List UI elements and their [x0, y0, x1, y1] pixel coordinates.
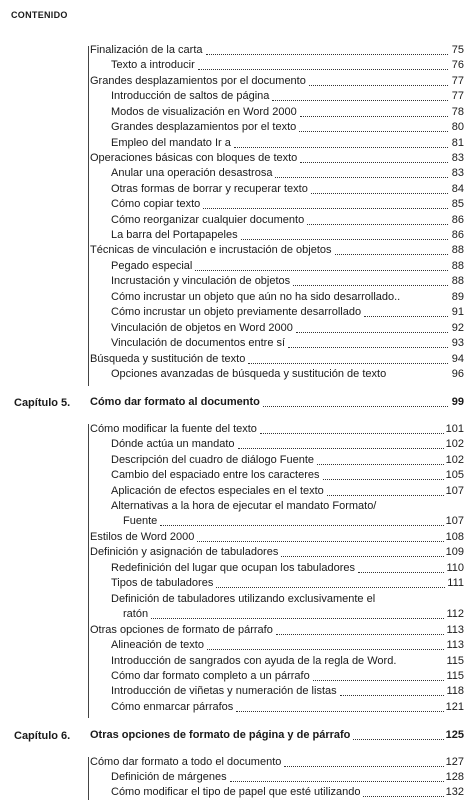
entry-title: Descripción del cuadro de diálogo Fuente	[111, 454, 315, 466]
toc-entry	[111, 137, 464, 150]
entry-title: Pegado especial	[111, 260, 193, 272]
toc-entry	[90, 244, 464, 257]
page-number: 88	[451, 275, 464, 287]
leader-dots	[197, 540, 443, 542]
toc-entry	[90, 423, 464, 436]
page-number: 127	[445, 756, 464, 768]
entry-title: Finalización de la carta	[90, 44, 203, 56]
leader-dots	[307, 223, 448, 225]
leader-dots	[284, 765, 443, 767]
toc-entry	[111, 214, 464, 227]
entry-title: Introducción de saltos de página	[111, 90, 270, 102]
toc-entry	[111, 593, 464, 606]
page-number: 92	[451, 322, 464, 334]
page-number: 80	[451, 121, 464, 133]
page-number: 113	[446, 624, 464, 636]
leader-dots	[296, 331, 448, 333]
page-number: 83	[451, 152, 464, 164]
page-number: 101	[445, 423, 464, 435]
toc-entry	[111, 291, 464, 304]
entry-title: Dónde actúa un mandato	[111, 438, 235, 450]
leader-dots	[263, 405, 448, 407]
entry-title: Cómo dar formato al documento	[90, 396, 260, 408]
entry-title: Cómo dar formato completo a un párrafo	[111, 670, 310, 682]
entry-title: Cómo modificar la fuente del texto	[90, 423, 257, 435]
page-number: 83	[451, 167, 464, 179]
entry-title: Otras formas de borrar y recuperar texto	[111, 183, 308, 195]
leader-dots	[207, 648, 445, 650]
toc-entry	[111, 577, 464, 590]
leader-dots	[300, 161, 448, 163]
toc-entry	[111, 469, 464, 482]
entry-title: Cómo reorganizar cualquier documento	[111, 214, 305, 226]
leader-dots	[403, 301, 448, 302]
page-number: 108	[445, 531, 464, 543]
leader-dots	[276, 633, 445, 635]
entry-title: Estilos de Word 2000	[90, 531, 195, 543]
page-number: 112	[446, 608, 464, 620]
leader-dots	[340, 694, 445, 696]
toc-entry	[111, 562, 464, 575]
leader-dots	[389, 378, 448, 379]
entry-title: Cómo enmarcar párrafos	[111, 701, 234, 713]
entry-title: Alineación de texto	[111, 639, 204, 651]
leader-dots	[241, 238, 448, 240]
vertical-rule	[88, 757, 89, 800]
page-number: 121	[445, 701, 464, 713]
entry-title: Empleo del mandato Ir a	[111, 137, 231, 149]
leader-dots	[288, 346, 448, 348]
page-number: 128	[445, 771, 464, 783]
page-number: 110	[446, 562, 464, 574]
page-number: 107	[445, 515, 464, 527]
leader-dots	[206, 53, 448, 55]
entry-title: Aplicación de efectos especiales en el texto	[111, 485, 324, 497]
leader-dots	[238, 447, 444, 449]
toc-entry	[90, 44, 464, 57]
page-number: 99	[451, 396, 464, 408]
leader-dots	[299, 130, 448, 132]
page-number: 84	[451, 183, 464, 195]
leader-dots	[160, 524, 443, 526]
running-header: CONTENIDO	[11, 10, 68, 20]
page-number: 88	[451, 260, 464, 272]
toc-entry	[111, 685, 464, 698]
toc-entry	[111, 121, 464, 134]
page-number: 102	[445, 438, 464, 450]
page-number: 85	[451, 198, 464, 210]
toc-entry	[111, 438, 464, 451]
entry-title: Definición de márgenes	[111, 771, 227, 783]
toc-entry	[90, 75, 464, 88]
leader-dots	[234, 146, 448, 148]
toc-entry	[111, 322, 464, 335]
page-number: 93	[451, 337, 464, 349]
page-number: 86	[451, 214, 464, 226]
toc-entry	[90, 531, 464, 544]
toc-entry	[90, 546, 464, 559]
toc-entry	[111, 198, 464, 211]
entry-title: Operaciones básicas con bloques de texto	[90, 152, 298, 164]
entry-title: Definición de tabuladores utilizando exclusivamente el	[111, 593, 376, 605]
leader-dots	[335, 253, 448, 255]
leader-dots	[216, 586, 445, 588]
leader-dots	[313, 679, 445, 681]
page-number: 94	[451, 353, 464, 365]
toc-entry-continuation	[123, 515, 464, 528]
chapter-label: Capítulo 5.	[14, 397, 71, 409]
chapter-label: Capítulo 6.	[14, 730, 71, 742]
toc-entry	[111, 786, 464, 799]
toc-entry	[111, 106, 464, 119]
leader-dots	[327, 494, 444, 496]
leader-dots	[275, 176, 448, 178]
entry-title-continuation: Fuente	[123, 515, 158, 527]
toc-entry	[111, 670, 464, 683]
entry-title: Cómo incrustar un objeto que aún no ha sido desarrollado..	[111, 291, 401, 303]
toc-entry	[111, 454, 464, 467]
page-number: 113	[446, 639, 464, 651]
entry-title: Vinculación de documentos entre sí	[111, 337, 286, 349]
entry-title: Modos de visualización en Word 2000	[111, 106, 297, 118]
toc-entry	[111, 229, 464, 242]
entry-title: Cambio del espaciado entre los caracteres	[111, 469, 320, 481]
toc-entry	[111, 167, 464, 180]
entry-title: Vinculación de objetos en Word 2000	[111, 322, 293, 334]
leader-dots	[358, 571, 444, 573]
toc-entry	[90, 624, 464, 637]
entry-title: La barra del Portapapeles	[111, 229, 238, 241]
entry-title: Alternativas a la hora de ejecutar el mandato Formato/	[111, 500, 377, 512]
entry-title: Tipos de tabuladores	[111, 577, 214, 589]
leader-dots	[363, 795, 443, 797]
chapter-heading	[90, 396, 464, 409]
toc-entry	[90, 353, 464, 366]
leader-dots	[236, 710, 443, 712]
leader-dots	[198, 68, 448, 70]
entry-title: Cómo dar formato a todo el documento	[90, 756, 282, 768]
entry-title: Otras opciones de formato de párrafo	[90, 624, 273, 636]
toc-entry	[111, 275, 464, 288]
page-number: 76	[451, 59, 464, 71]
toc-entry	[90, 756, 464, 769]
leader-dots	[293, 284, 448, 286]
entry-title: Cómo copiar texto	[111, 198, 201, 210]
toc-entry	[111, 500, 464, 513]
leader-dots	[281, 555, 443, 557]
page-number: 115	[446, 655, 464, 667]
toc-entry	[111, 183, 464, 196]
entry-title: Opciones avanzadas de búsqueda y sustitución de texto	[111, 368, 387, 380]
page-number: 88	[451, 244, 464, 256]
toc-entry	[111, 771, 464, 784]
chapter-heading	[90, 729, 464, 742]
leader-dots	[230, 780, 444, 782]
leader-dots	[364, 315, 448, 317]
page-number: 107	[445, 485, 464, 497]
toc-entry	[111, 701, 464, 714]
entry-title: Grandes desplazamientos por el texto	[111, 121, 297, 133]
page-number: 105	[445, 469, 464, 481]
leader-dots	[317, 463, 444, 465]
entry-title-continuation: ratón	[123, 608, 149, 620]
page-number: 75	[451, 44, 464, 56]
entry-title: Grandes desplazamientos por el documento	[90, 75, 306, 87]
page-number: 132	[445, 786, 464, 798]
toc-entry	[111, 59, 464, 72]
leader-dots	[203, 207, 448, 209]
leader-dots	[309, 84, 448, 86]
leader-dots	[195, 269, 448, 271]
page-number: 89	[451, 291, 464, 303]
toc-entry	[111, 368, 464, 381]
vertical-rule	[88, 46, 89, 386]
page-number: 81	[451, 137, 464, 149]
toc-entry	[111, 655, 464, 668]
page-number: 102	[445, 454, 464, 466]
entry-title: Cómo incrustar un objeto previamente desarrollado	[111, 306, 362, 318]
page-number: 86	[451, 229, 464, 241]
toc-entry	[111, 260, 464, 273]
toc-entry-continuation	[123, 608, 464, 621]
leader-dots	[260, 432, 444, 434]
page-number: 77	[451, 75, 464, 87]
toc-entry	[111, 485, 464, 498]
page-number: 78	[451, 106, 464, 118]
leader-dots	[399, 665, 444, 666]
toc-entry	[111, 337, 464, 350]
entry-title: Introducción de sangrados con ayuda de la regla de Word.	[111, 655, 397, 667]
entry-title: Incrustación y vinculación de objetos	[111, 275, 291, 287]
leader-dots	[248, 362, 448, 364]
toc-entry	[90, 152, 464, 165]
page-number: 125	[445, 729, 464, 741]
page-number: 96	[451, 368, 464, 380]
leader-dots	[353, 738, 443, 740]
entry-title: Otras opciones de formato de página y de párrafo	[90, 729, 351, 741]
entry-title: Búsqueda y sustitución de texto	[90, 353, 246, 365]
entry-title: Técnicas de vinculación e incrustación de objetos	[90, 244, 332, 256]
toc-entry	[111, 306, 464, 319]
leader-dots	[311, 192, 448, 194]
entry-title: Redefinición del lugar que ocupan los tabuladores	[111, 562, 356, 574]
page-number: 91	[451, 306, 464, 318]
entry-title: Texto a introducir	[111, 59, 195, 71]
entry-title: Introducción de viñetas y numeración de listas	[111, 685, 337, 697]
page-number: 109	[445, 546, 464, 558]
entry-title: Cómo modificar el tipo de papel que esté utilizando	[111, 786, 361, 798]
entry-title: Definición y asignación de tabuladores	[90, 546, 279, 558]
leader-dots	[272, 99, 448, 101]
page-number: 118	[446, 685, 464, 697]
toc-entry	[111, 639, 464, 652]
leader-dots	[323, 478, 444, 480]
page-number: 115	[446, 670, 464, 682]
leader-dots	[300, 115, 448, 117]
leader-dots	[151, 617, 444, 619]
toc-entry	[111, 90, 464, 103]
entry-title: Anular una operación desastrosa	[111, 167, 273, 179]
page-number: 111	[447, 577, 464, 589]
vertical-rule	[88, 424, 89, 718]
page-number: 77	[451, 90, 464, 102]
